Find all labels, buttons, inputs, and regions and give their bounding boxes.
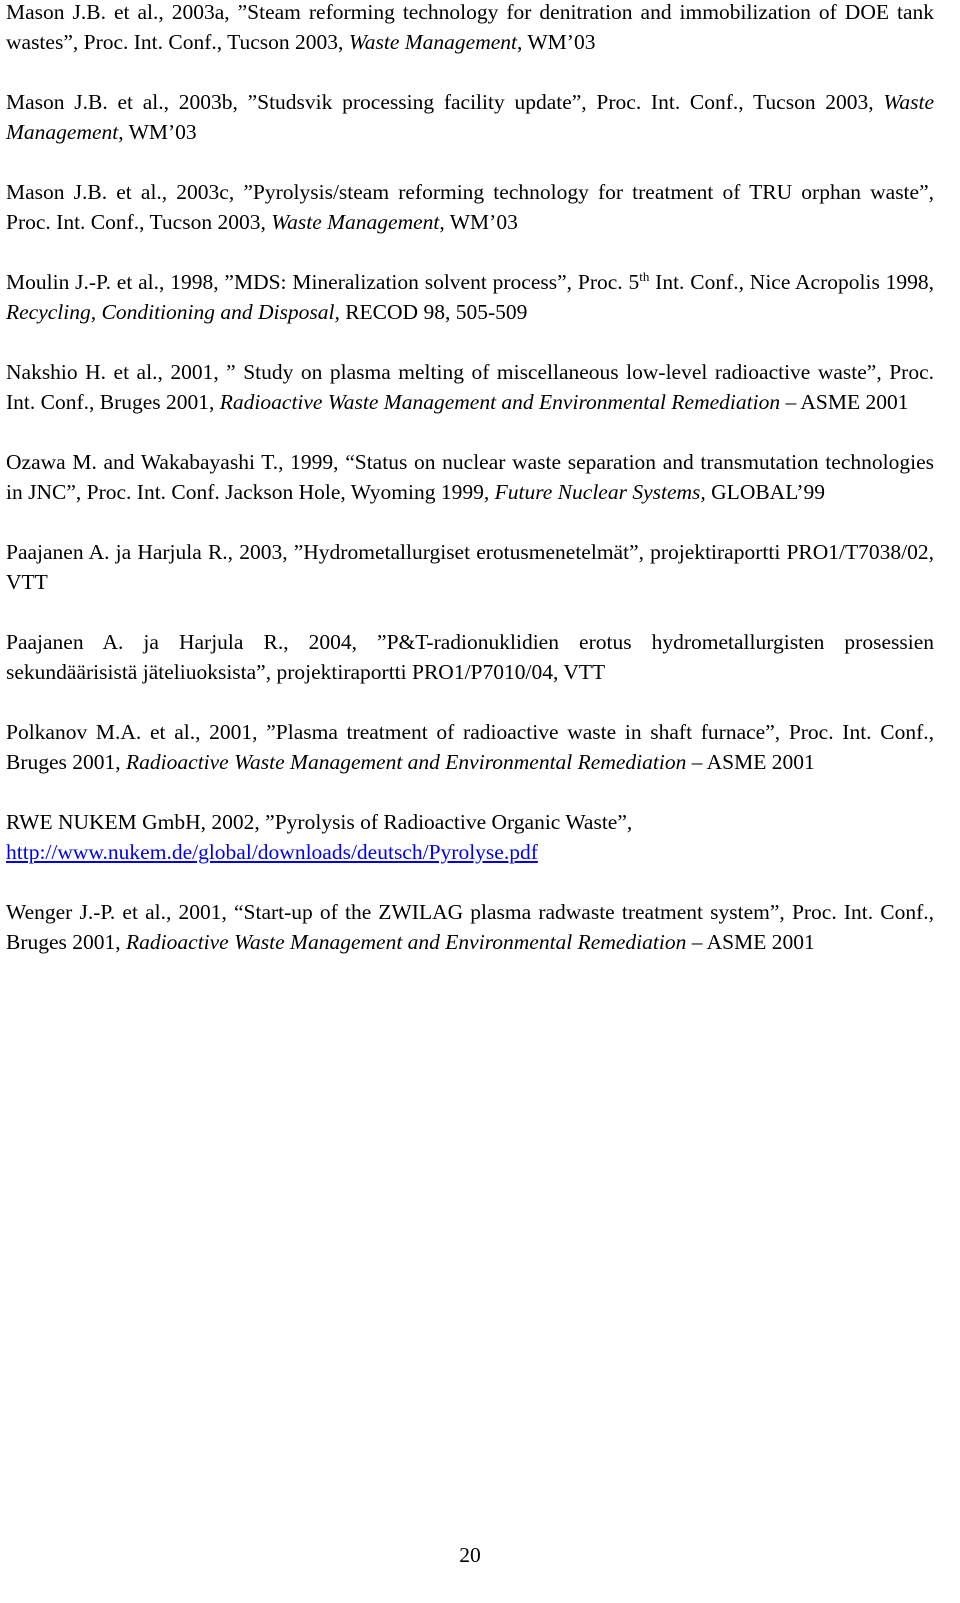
- pyrolyse-pdf-link[interactable]: http://www.nukem.de/global/downloads/deutsch/Pyrolyse.pdf: [6, 840, 538, 864]
- reference-suffix: GLOBAL’99: [705, 480, 826, 504]
- reference-journal: Recycling, Conditioning and Disposal,: [6, 300, 340, 324]
- reference-text: Paajanen A. ja Harjula R., 2003, ”Hydrometallurgiset erotusmenetelmät”, projektiraportti PRO1/T7038/02, VTT: [6, 540, 934, 594]
- reference-text: Nakshio H. et al., 2001, ” Study on plasma melting of miscellaneous low-level radioactive waste”, Proc. Int. Conf., Bruges 2001,: [6, 360, 934, 414]
- reference-text: Moulin J.-P. et al., 1998, ”MDS: Mineralization solvent process”, Proc. 5: [6, 270, 640, 294]
- reference-nakshio-2001: [6, 357, 934, 417]
- reference-wenger-2001: [6, 897, 934, 957]
- reference-mason-2003c: [6, 177, 934, 237]
- reference-suffix: , WM’03: [118, 120, 197, 144]
- reference-text: Mason J.B. et al., 2003b, ”Studsvik processing facility update”, Proc. Int. Conf., Tucson 2003,: [6, 90, 884, 114]
- reference-text: Wenger J.-P. et al., 2001, “Start-up of the ZWILAG plasma radwaste treatment system”, Proc. Int. Conf., Bruges 2001,: [6, 900, 934, 954]
- reference-text: RWE NUKEM GmbH, 2002, ”Pyrolysis of Radioactive Organic Waste”,: [6, 810, 633, 834]
- reference-superscript: th: [639, 269, 650, 284]
- reference-suffix: , WM’03: [439, 210, 518, 234]
- reference-suffix: , WM’03: [517, 30, 596, 54]
- reference-text: Polkanov M.A. et al., 2001, ”Plasma treatment of radioactive waste in shaft furnace”, Proc. Int. Conf., Bruges 2001,: [6, 720, 934, 774]
- reference-text: Mason J.B. et al., 2003a, ”Steam reforming technology for denitration and immobilization of DOE tank wastes”, Proc. Int. Conf., Tucson 2003,: [6, 0, 934, 54]
- reference-journal: Radioactive Waste Management and Environmental Remediation: [219, 390, 781, 414]
- reference-paajanen-2004: [6, 627, 934, 687]
- reference-mason-2003a: [6, 0, 934, 57]
- reference-text: Ozawa M. and Wakabayashi T., 1999, “Status on nuclear waste separation and transmutation technologies in JNC”, Proc. Int. Conf. Jackson Hole, Wyoming 1999,: [6, 450, 934, 504]
- reference-journal: Radioactive Waste Management and Environmental Remediation: [126, 930, 687, 954]
- reference-ozawa-1999: [6, 447, 934, 507]
- reference-paajanen-2003: [6, 537, 934, 597]
- page-number: 20: [459, 1543, 481, 1567]
- reference-text: Paajanen A. ja Harjula R., 2004, ”P&T-radionuklidien erotus hydrometallurgisten prosessien sekundäärisistä jäteliuoksista”, projektiraportti PRO1/P7010/04, VTT: [6, 630, 934, 684]
- reference-journal: Waste Management: [348, 30, 518, 54]
- reference-journal: Waste Management: [271, 210, 440, 234]
- reference-suffix: – ASME 2001: [686, 930, 815, 954]
- reference-suffix: – ASME 2001: [686, 750, 815, 774]
- reference-journal: Future Nuclear Systems,: [494, 480, 706, 504]
- reference-mason-2003b: [6, 87, 934, 147]
- reference-journal: Radioactive Waste Management and Environmental Remediation: [126, 750, 687, 774]
- reference-polkanov-2001: [6, 717, 934, 777]
- reference-rwe-nukem-2002: [6, 807, 934, 867]
- reference-moulin-1998: [6, 267, 934, 327]
- reference-suffix: RECOD 98, 505-509: [339, 300, 528, 324]
- reference-list: [6, 0, 934, 987]
- reference-suffix: – ASME 2001: [780, 390, 909, 414]
- reference-text: Mason J.B. et al., 2003c, ”Pyrolysis/steam reforming technology for treatment of TRU orphan waste”, Proc. Int. Conf., Tucson 2003,: [6, 180, 934, 234]
- reference-text-continued: Int. Conf., Nice Acropolis 1998,: [649, 270, 935, 294]
- reference-journal: Waste Management: [6, 90, 934, 144]
